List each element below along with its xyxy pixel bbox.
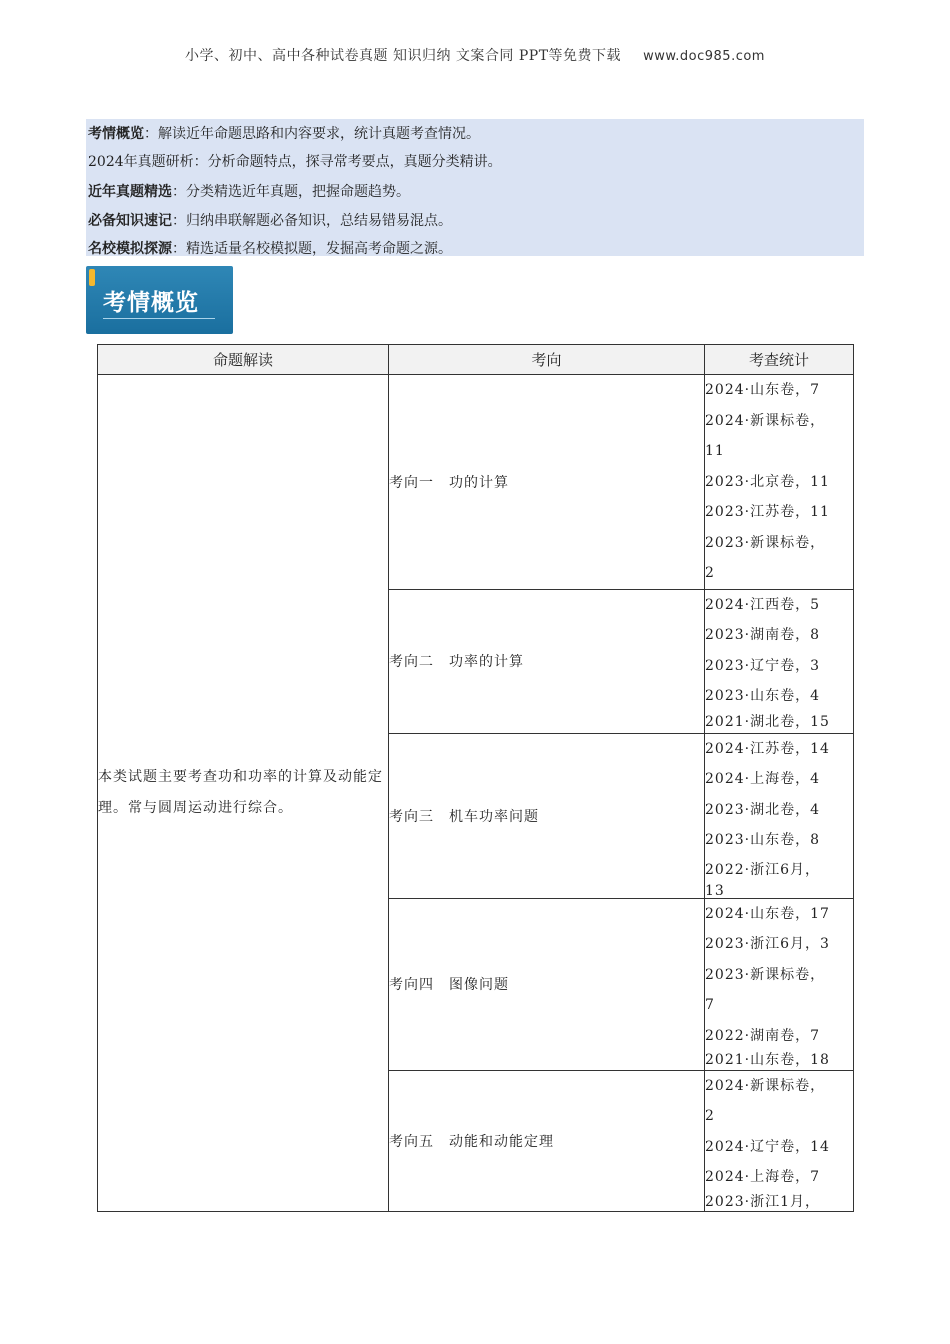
stat-line: 2023·山东卷，4 [705,688,820,704]
intro-key: 名校模拟探源 [88,241,172,257]
stat-line: 2022·浙江6月， [705,861,820,878]
stats-cell [705,375,854,590]
intro-key: 考情概览 [88,126,144,142]
intro-box [86,119,864,256]
stat-line: 2023·新课标卷， [705,966,826,983]
stat-line: 2024·山东卷，17 [705,905,830,922]
intro-key: 必备知识速记 [88,213,172,229]
header-text: 小学、初中、高中各种试卷真题 知识归纳 文案合同 PPT等免费下载 [185,48,622,64]
header-direction: 考向 [389,345,705,375]
stat-line: 2024·新课标卷， [705,1077,826,1094]
header-url[interactable]: www.doc985.com [643,49,765,64]
stat-line: 2023·浙江6月，3 [705,936,830,952]
stats-cell [705,1070,854,1211]
intro-text: ：精选适量名校模拟题，发掘高考命题之源。 [172,241,452,257]
stat-line: 2023·湖南卷，8 [705,627,820,643]
intro-line [88,181,410,201]
header-statistics: 考查统计 [705,345,854,375]
exam-overview-table [97,344,854,1212]
banner-title: 考情概览 [103,290,199,316]
table-row [98,375,854,590]
stat-line: 11 [705,443,725,459]
stat-line: 2021·山东卷，18 [705,1052,830,1068]
intro-key: 2024年真题研析 [88,154,194,170]
table-header-row [98,345,854,375]
interpretation-cell: 本类试题主要考查功和功率的计算及动能定理。常与圆周运动进行综合。 [98,375,389,1212]
intro-key: 近年真题精选 [88,184,172,200]
stat-line: 2 [705,565,715,581]
section-banner [86,266,233,334]
stat-line: 2023·山东卷，8 [705,832,820,848]
header-interpretation: 命题解读 [98,345,389,375]
stats-cell [705,733,854,898]
intro-text: ：分析命题特点，探寻常考要点，真题分类精讲。 [193,154,502,170]
stat-line: 13 [705,882,725,899]
intro-text: ：分类精选近年真题，把握命题趋势。 [172,184,410,200]
stat-line: 2024·上海卷，4 [705,771,820,787]
stat-line: 7 [705,997,715,1013]
stat-line: 2024·江苏卷，14 [705,740,830,757]
intro-line [88,210,452,230]
intro-line [88,151,502,171]
intro-text: ：解读近年命题思路和内容要求，统计真题考查情况。 [144,126,480,142]
stat-line: 2023·江苏卷，11 [705,504,830,520]
stats-cell [705,589,854,733]
stat-line: 2024·辽宁卷，14 [705,1138,830,1155]
stat-line: 2021·湖北卷，15 [705,713,830,730]
stat-line: 2023·北京卷，11 [705,473,830,490]
stat-line: 2024·江西卷，5 [705,596,820,613]
stats-cell [705,898,854,1070]
stat-line: 2023·浙江1月， [705,1193,820,1210]
intro-line [88,238,452,258]
page-header [0,45,950,65]
banner-tab-decoration [89,269,95,286]
direction-cell: 考向五 动能和动能定理 [389,1070,705,1211]
intro-line [88,123,480,143]
stat-line: 2 [705,1108,715,1124]
stat-line: 2023·辽宁卷，3 [705,657,820,674]
stat-line: 2024·新课标卷， [705,412,826,429]
direction-cell: 考向四 图像问题 [389,898,705,1070]
stat-line: 2022·湖南卷，7 [705,1027,820,1044]
direction-cell: 考向三 机车功率问题 [389,733,705,898]
banner-underline [103,318,215,319]
stat-line: 2024·上海卷，7 [705,1169,820,1185]
direction-cell: 考向一 功的计算 [389,375,705,590]
intro-text: ：归纳串联解题必备知识，总结易错易混点。 [172,213,452,229]
direction-cell: 考向二 功率的计算 [389,589,705,733]
stat-line: 2023·湖北卷，4 [705,801,820,818]
stat-line: 2023·新课标卷， [705,534,826,551]
stat-line: 2024·山东卷，7 [705,382,820,398]
